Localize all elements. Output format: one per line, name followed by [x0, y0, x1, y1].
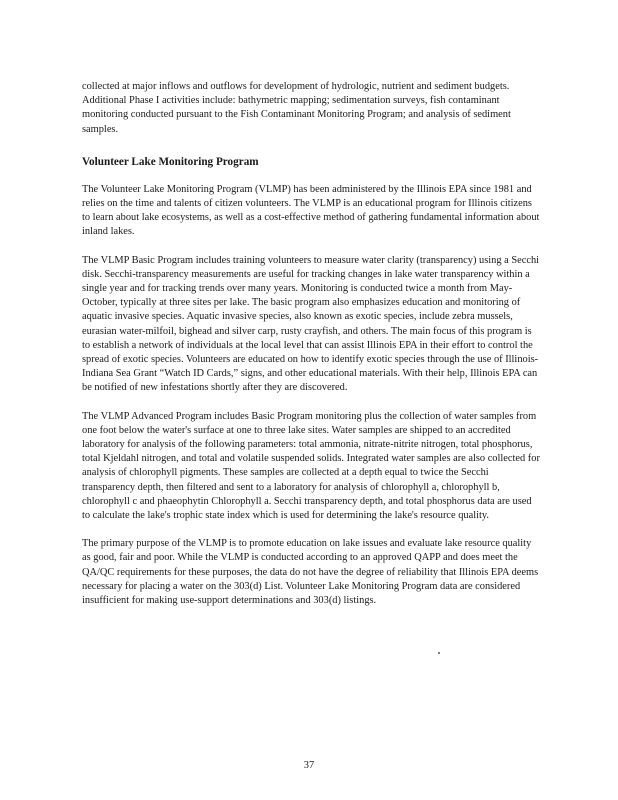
paragraph-vlmp-purpose: The primary purpose of the VLMP is to promote education on lake issues and evaluate lake resource quality as good, fair and poor. While the VLMP is conducted according to an approved QAPP and does meet the QA/QC requirements for these purposes, the data do not have the degree of reliability that Illinois EPA deems necessary for placing a water on the 303(d) List. Volunteer Lake Monitoring Program data are considered insufficient for making use-support determinations and 303(d) listings.: [82, 538, 539, 607]
paragraph-vlmp-overview: The Volunteer Lake Monitoring Program (VLMP) has been administered by the Illinois EPA since 1981 and relies on the time and talents of citizen volunteers. The VLMP is an educational program for Illinois citizens to learn about lake ecosystems, as well as a cost-effective method of gathering fundamental information about inland lakes.: [82, 183, 540, 238]
paragraph-vlmp-basic: The VLMP Basic Program includes training volunteers to measure water clarity (transparency) using a Secchi disk. Secchi-transparency measurements are useful for tracking changes in lake water transparency within a single year and for tracking trends over many years. Monitoring is conducted twice a month from May-October, typically at three sites per lake. The basic program also emphasizes education and monitoring of aquatic invasive species. Aquatic invasive species, also known as exotic species, include zebra mussels, eurasian water-milfoil, bighead and silver carp, rusty crayfish, and others. The main focus of this program is to establish a network of individuals at the local level that can assist Illinois EPA in their effort to control the spread of exotic species. Volunteers are educated on how to identify exotic species through the use of Illinois-Indiana Sea Grant “Watch ID Cards,” signs, and other educational materials. With their help, Illinois EPA can be notified of new infestations shortly after they are discovered.: [82, 254, 540, 394]
page-number: 37: [303, 760, 315, 771]
document-body: [82, 80, 542, 622]
scan-artifact-dot: [438, 652, 440, 654]
intro-paragraph: collected at major inflows and outflows for development of hydrologic, nutrient and sediment budgets. Additional Phase I activities include: bathymetric mapping; sedimentation surveys, fish contaminant monitoring conducted pursuant to the Fish Contaminant Monitoring Program; and analysis of sediment samples.: [82, 81, 511, 135]
paragraph-vlmp-advanced: The VLMP Advanced Program includes Basic Program monitoring plus the collection of water samples from one foot below the water's surface at one to three lake sites. Water samples are shipped to an accredited laboratory for analysis of the following parameters: total ammonia, nitrate-nitrite nitrogen, total phosphorus, total Kjeldahl nitrogen, and total and volatile suspended solids. Integrated water samples are also collected for analysis of chlorophyll pigments. These samples are collected at a depth equal to twice the Secchi transparency depth, then filtered and sent to a laboratory for analysis of chlorophyll a, chlorophyll b, chlorophyll c and phaeophytin Chlorophyll a. Secchi transparency depth, and total phosphorus data are used to calculate the lake's trophic state index which is used for determining the lake's resource quality.: [82, 410, 540, 522]
section-heading: Volunteer Lake Monitoring Program: [82, 155, 259, 168]
